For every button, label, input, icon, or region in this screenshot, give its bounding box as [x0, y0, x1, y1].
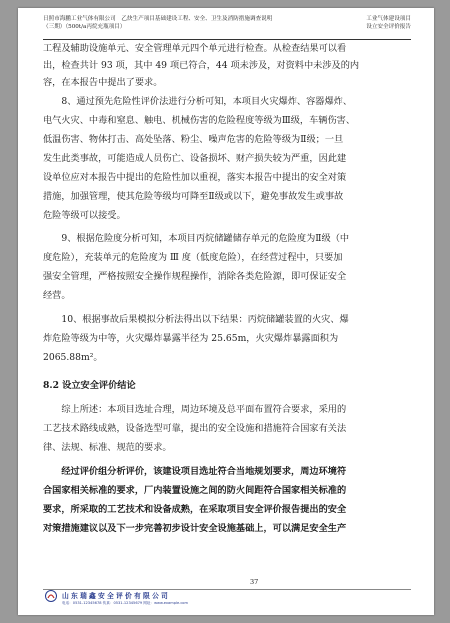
page-number: 37: [250, 578, 259, 586]
text-line: 低温伤害、物体打击、高处坠落、粉尘、噪声危害的危险等级为Ⅱ级；一旦: [43, 134, 344, 145]
text-line: 合国家相关标准的要求，厂内装置设施之间的防火间距符合国家相关标准的: [43, 485, 347, 496]
text-line: 2065.88m²。: [43, 352, 103, 363]
text-line: 综上所述：本项目选址合理，周边环境及总平面布置符合要求，采用的: [43, 404, 347, 415]
page-footer: [18, 576, 434, 612]
company-logo-icon: [45, 590, 57, 602]
header-right: [366, 15, 411, 31]
text-line: 电气火灾、中毒和窒息、触电、机械伤害的危险程度等级为Ⅲ级，车辆伤害、: [43, 115, 356, 126]
section-heading: 8.2 设立安全评价结论: [43, 380, 136, 391]
text-line: 出，检查共计 93 项，其中 49 项已符合，44 项未涉及，对资料中未涉及的内: [43, 60, 360, 71]
text-line: 发生此类事故，可能造成人员伤亡、设备损坏、财产损失较为严重，因此建: [43, 153, 347, 164]
header-left-line2: （三期）（500t/a丙烷充瓶项目）: [43, 24, 126, 30]
text-line: 炸危险等级为中等，火灾爆炸暴露半径为 25.65m，火灾爆炸暴露面积为: [43, 333, 339, 344]
text-line: 度危险），充装单元的危险度为 Ⅲ 度（低度危险），在经营过程中，只要加: [43, 252, 343, 263]
header-left: [43, 15, 272, 31]
text-line: 工程及辅助设施单元、安全管理单元四个单元进行检查。从检查结果可以看: [43, 43, 347, 54]
text-line: 工艺技术路线成熟，设备选型可靠，提出的安全设施和措施符合国家有关法: [43, 423, 347, 434]
text-line: 10、根据事故后果模拟分析法得出以下结果：丙烷储罐装置的火灾、爆: [43, 314, 349, 325]
text-line: 措施，加强管理，使其危险等级均可降至Ⅱ级或以下，避免事故发生或事故: [43, 191, 344, 202]
text-line: 强安全管理，严格按照安全操作规程操作，消除各类危险源，即可保证安全: [43, 271, 347, 282]
page-header: [43, 15, 411, 40]
text-line: 律、法规、标准、规范的要求。: [43, 442, 172, 453]
text-line: 危险等级可以接受。: [43, 210, 126, 221]
text-line: 容，在本报告中提出了要求。: [43, 77, 163, 88]
company-name: 山东瑞鑫安全评价有限公司: [62, 592, 170, 600]
company-contact: 电话：0531-12345678 传真：0531-12345679 网址：www.example.com: [62, 601, 189, 605]
text-line: 设单位应对本报告中提出的危险性加以重视，落实本报告中提出的安全对策: [43, 172, 347, 183]
header-left-line1: 日照市海鹏工业气体有限公司 乙炔生产项目基础建设工程、安全、卫生及消防措施调查说明: [43, 16, 273, 22]
text-line: 对策措施建议以及下一步完善初步设计安全设施基础上，可以满足安全生产: [43, 523, 347, 534]
text-line: 经过评价组分析评价，该建设项目选址符合当地规划要求，周边环境符: [43, 466, 347, 477]
text-line: 8、通过预先危险性评价法进行分析可知，本项目火灾爆炸、容器爆炸、: [43, 96, 353, 107]
document-page: [18, 8, 434, 615]
text-line: 9、根据危险度分析可知，本项目丙烷储罐储存单元的危险度为Ⅱ级（中: [43, 233, 350, 244]
header-right-line2: 设立安全评价报告: [366, 24, 411, 30]
text-line: 经营。: [43, 290, 71, 301]
text-line: 要求，所采取的工艺技术和设备成熟，在采取项目安全评价报告提出的安全: [43, 504, 347, 515]
header-right-line1: 工业气体建设项目: [366, 16, 411, 22]
